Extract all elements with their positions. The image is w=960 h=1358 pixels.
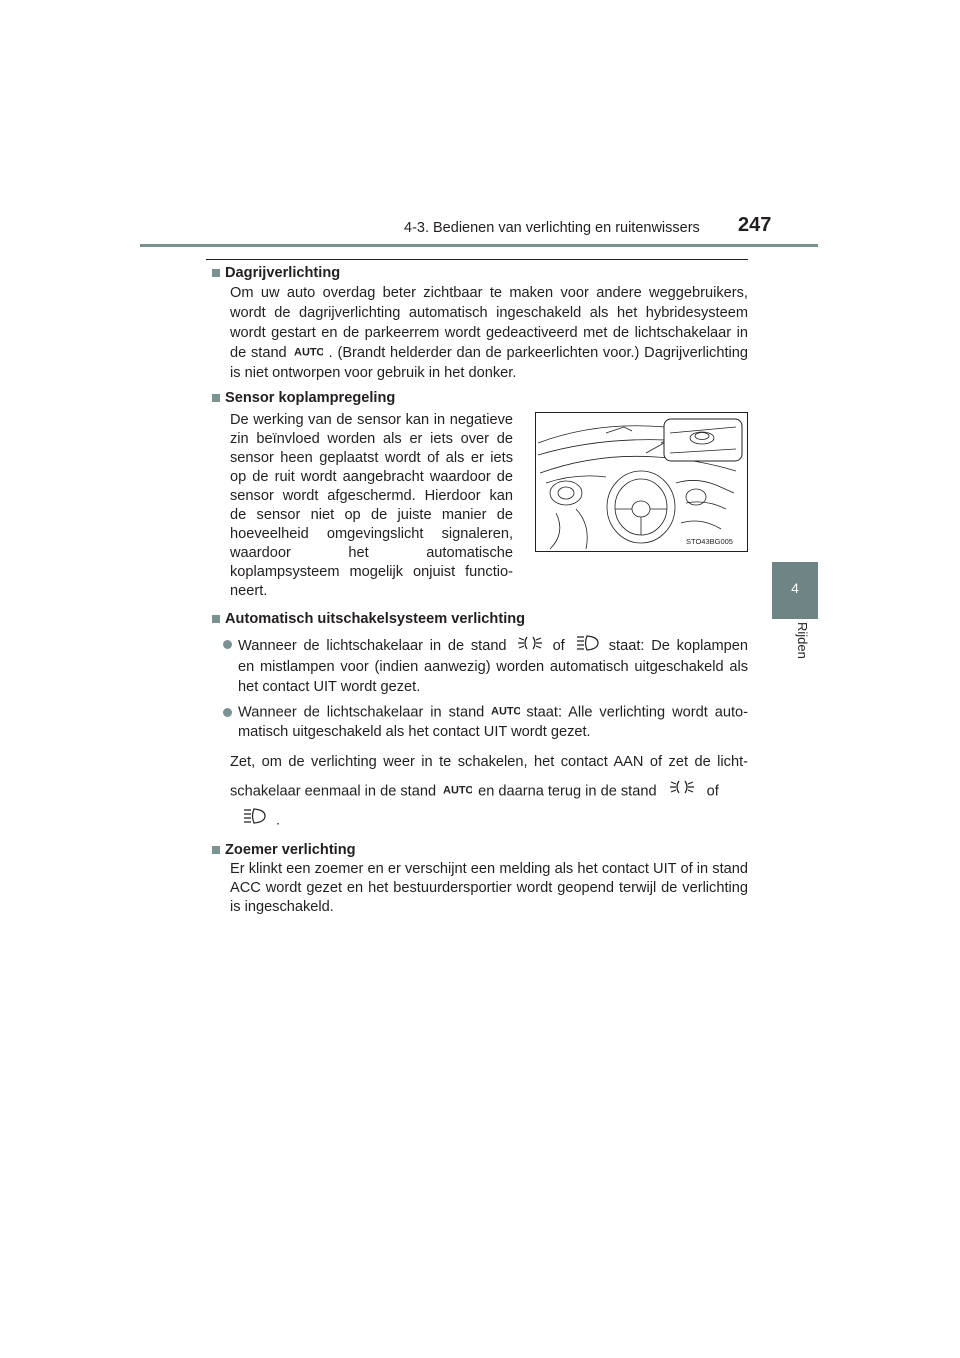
svg-text:AUTO: AUTO	[491, 705, 521, 717]
heading-auto-off: Automatisch uitschakelsysteem verlichting	[210, 610, 748, 629]
chapter-label: Rijden	[795, 622, 810, 659]
headlight-icon	[242, 806, 266, 835]
round-bullet-icon	[223, 640, 232, 649]
page-content	[210, 264, 748, 917]
auto-icon	[490, 703, 520, 722]
zoemer-text: Er klinkt een zoemer en er verschijnt een melding als het contact UIT of in stand ACC wordt gezet en het bestuurdersportier wordt geopend terwijl de verlichting is ingeschakeld.	[230, 861, 748, 916]
square-bullet-icon	[212, 269, 220, 277]
bullet-headlights: Wanneer de lichtschakelaar in de stand of staat: De koplampen en mistlampen voor (indien aanwezig) worden automatisch uitgeschakeld als het contact UIT wordt gezet.	[223, 635, 748, 697]
auto-icon	[442, 777, 472, 806]
body-rule	[206, 259, 748, 260]
header-rule	[140, 244, 818, 247]
header-section-title: 4-3. Bedienen van verlichting en ruitenwissers	[404, 220, 700, 236]
reactivate-text: Zet, om de verlichting weer in te schakelen, het contact AAN of zet de lichtschakelaar eenmaal in de stand AUTO en daarna terug in de stand of .	[230, 748, 748, 836]
parking-light-icon	[517, 635, 543, 657]
svg-text:AUTO: AUTO	[293, 346, 323, 358]
auto-icon	[293, 343, 323, 363]
heading-zoemer: Zoemer verlichting	[210, 841, 748, 860]
page-number: 247	[738, 214, 772, 236]
square-bullet-icon	[212, 846, 220, 854]
sensor-figure	[535, 412, 748, 552]
sensor-text: De werking van de sensor kan in negatieve zin beïnvloed worden als er iets over de sensor heen geplaatst wordt of als er iets op de ruit wordt aangebracht waardoor de sensor wordt afgeschermd. Hierdoor kan de sensor niet op de juiste manier de hoeveelheid omgevingslicht signaleren, waardoor het automatische koplampsysteem mogelijk onjuist functioneert.	[230, 412, 513, 600]
headlight-icon	[575, 635, 599, 657]
sensor-block	[230, 411, 748, 601]
dashboard-illustration-icon	[536, 413, 747, 551]
parking-light-icon	[669, 777, 695, 806]
svg-text:AUTO: AUTO	[443, 784, 473, 795]
round-bullet-icon	[223, 708, 232, 717]
dagrij-text: Om uw auto overdag beter zichtbaar te maken voor andere weggebruikers, wordt de dagrijverlichting automatisch ingeschakeld als het hybridesysteem wordt gestart en de parkeerrem wordt gedeactiveerd met de lichtschakelaar in de stand AUTO . (Brandt helderder dan de parkeerlichten voor.) Dagrijverlichting is niet ontworpen voor gebruik in het donker.	[230, 285, 748, 382]
square-bullet-icon	[212, 394, 220, 402]
square-bullet-icon	[212, 615, 220, 623]
heading-dagrijverlichting: Dagrijverlichting	[210, 264, 748, 283]
heading-sensor: Sensor koplampregeling	[210, 389, 748, 408]
figure-code: STO43BG005	[686, 537, 733, 547]
bullet-auto: Wanneer de lichtschakelaar in stand AUTO staat: Alle verlichting wordt automatisch uitgeschakeld als het contact UIT wordt gezet.	[223, 703, 748, 741]
chapter-number: 4	[791, 580, 799, 596]
